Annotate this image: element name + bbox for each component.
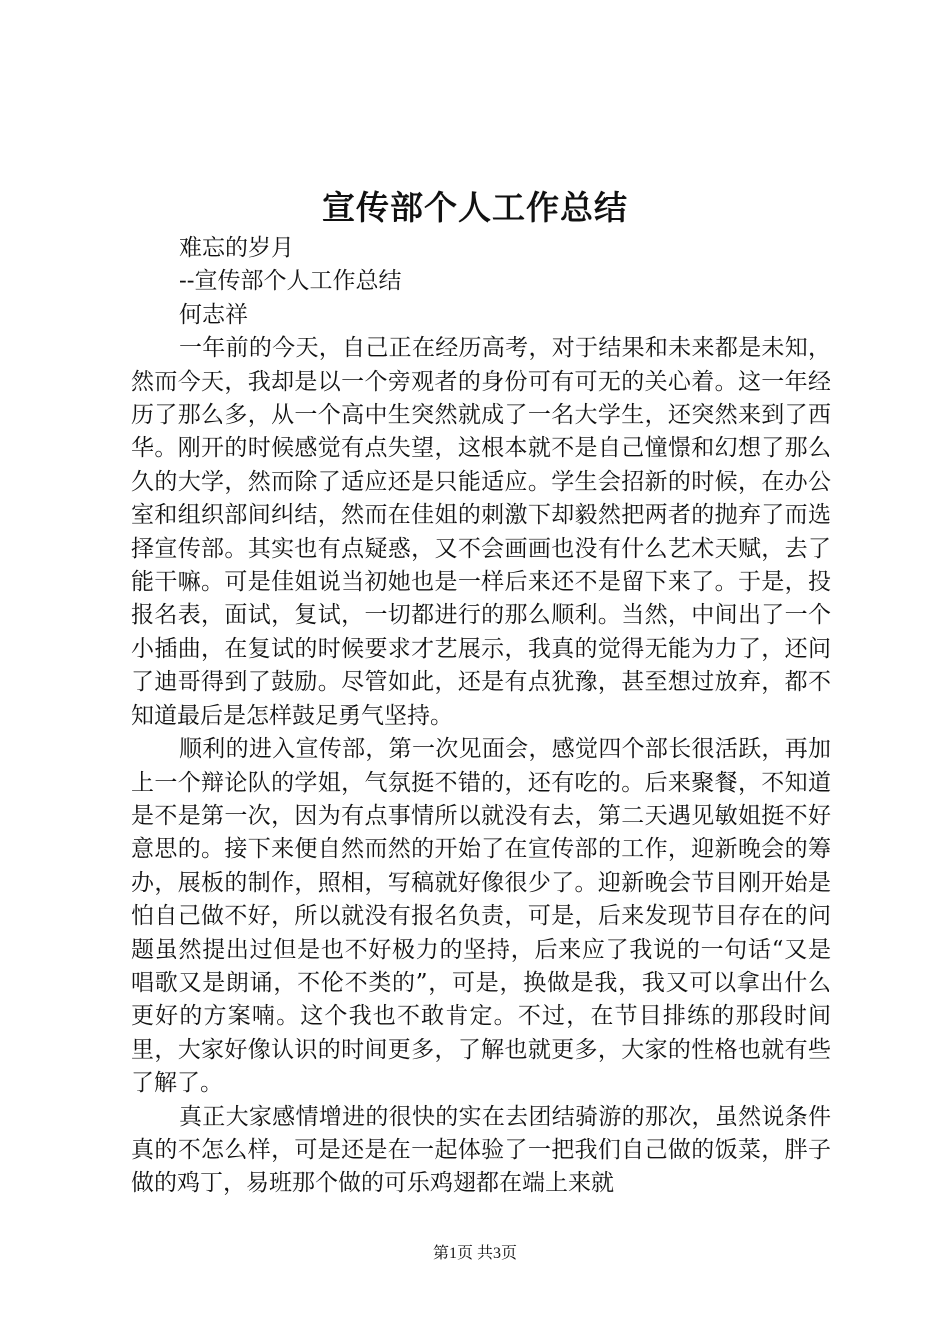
author-name: 何志祥 xyxy=(179,301,248,328)
essay-subtitle: 难忘的岁月 xyxy=(179,235,294,261)
document-body xyxy=(131,232,831,1201)
page-number-footer: 第1页 共3页 xyxy=(432,1245,517,1262)
essay-subheading: --宣传部个人工作总结 xyxy=(179,268,402,295)
document-title: 宣传部个人工作总结 xyxy=(322,188,628,227)
paragraph-2: 顺利的进入宣传部，第一次见面会，感觉四个部长很活跃，再加上一个辩论队的学姐，气氛挺不错的，还有吃的。后来聚餐，不知道是不是第一次，因为有点事情所以就没有去，第二天遇见敏姐挺不好意思的。接下来便自然而然的开始了在宣传部的工作，迎新晚会的筹办，展板的制作，照相，写稿就好像很少了。迎新晚会节目刚开始是怕自己做不好，所以就没有报名负责，可是，后来发现节目存在的问题虽然提出过但是也不好极力的坚持，后来应了我说的一句话“又是唱歌又是朗诵，不伦不类的”，可是，换做是我，我又可以拿出什么更好的方案喃。这个我也不敢肯定。不过，在节目排练的那段时间里，大家好像认识的时间更多，了解也就更多，大家的性格也就有些了解了。 xyxy=(131,736,831,1097)
paragraph-3: 真正大家感情增进的很快的实在去团结骑游的那次，虽然说条件真的不怎么样，可是还是在一起体验了一把我们自己做的饭菜，胖子做的鸡丁，易班那个做的可乐鸡翅都在端上来就 xyxy=(131,1103,831,1197)
paragraph-1: 一年前的今天，自己正在经历高考，对于结果和未来都是未知，然而今天，我却是以一个旁观者的身份可有可无的关心着。这一年经历了那么多，从一个高中生突然就成了一名大学生，还突然来到了西华。刚开的时候感觉有点失望，这根本就不是自己憧憬和幻想了那么久的大学，然而除了适应还是只能适应。学生会招新的时候，在办公室和组织部间纠结，然而在佳姐的刺激下却毅然把两者的抛弃了而选择宣传部。其实也有点疑惑，又不会画画也没有什么艺术天赋，去了能干嘛。可是佳姐说当初她也是一样后来还不是留下来了。于是，投报名表，面试，复试，一切都进行的那么顺利。当然，中间出了一个小插曲，在复试的时候要求才艺展示，我真的觉得无能为力了，还问了迪哥得到了鼓励。尽管如此，还是有点犹豫，甚至想过放弃，都不知道最后是怎样鼓足勇气坚持。 xyxy=(131,335,831,729)
